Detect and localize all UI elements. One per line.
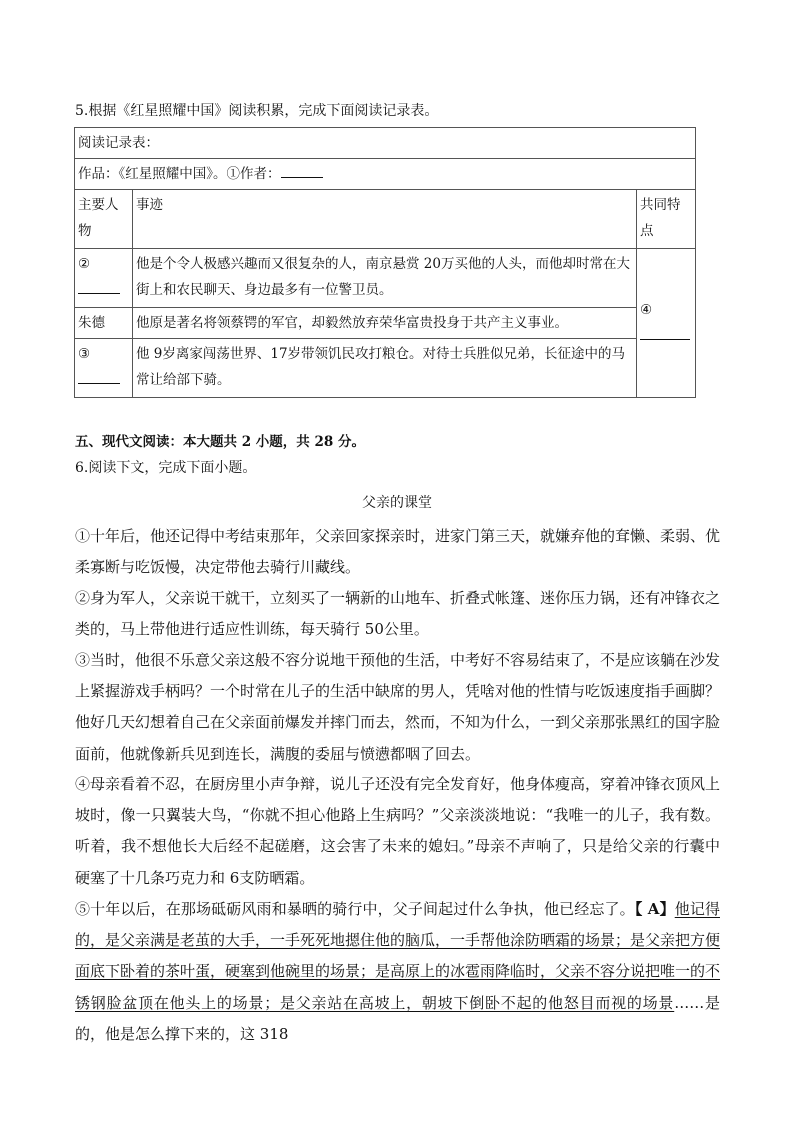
- common-label: ④: [640, 302, 653, 318]
- person-cell: [75, 339, 133, 398]
- table-row: [75, 249, 696, 308]
- col-person-header: 主要人物: [75, 190, 133, 249]
- deeds-cell: 他是个令人极感兴趣而又很复杂的人，南京悬赏 20万买他的人头，而他却时常在大街上和农民聊天、身边最多有一位警卫员。: [133, 249, 637, 308]
- paragraph-1: ①十年后，他还记得中考结束那年，父亲回家探亲时，进家门第三天，就嫌弃他的耷懒、柔弱、优柔寡断与吃饭慢，决定带他去骑行川藏线。: [75, 527, 721, 577]
- col-common-header: 共同特点: [637, 190, 696, 249]
- person-blank: [78, 369, 120, 384]
- author-blank: [281, 163, 323, 178]
- question-6-prompt: 6.阅读下文，完成下面小题。: [75, 460, 257, 476]
- section-5-heading: 五、现代文阅读：本大题共 2 小题，共 28 分。: [75, 434, 365, 450]
- col-deeds-header: 事迹: [133, 190, 637, 249]
- person-cell: 朱德: [75, 308, 133, 339]
- deeds-cell: 他 9岁离家闯荡世界、17岁带领饥民攻打粮仓。对待士兵胜似兄弟，长征途中的马常让给部下骑。: [133, 339, 637, 398]
- table-row: [75, 339, 696, 398]
- table-header: 阅读记录表：: [75, 128, 696, 159]
- table-work-line: [75, 159, 696, 190]
- deeds-cell: 他原是著名将领蔡锷的军官，却毅然放弃荣华富贵投身于共产主义事业。: [133, 308, 637, 339]
- passage-title: 父亲的课堂: [362, 495, 432, 511]
- paragraph-2: ②身为军人，父亲说干就干，立刻买了一辆新的山地车、折叠式帐篷、迷你压力锅，还有冲锋衣之类的，马上带他进行适应性训练，每天骑行 50公里。: [75, 589, 721, 639]
- table-row: [75, 308, 696, 339]
- paragraph-3: ③当时，他很不乐意父亲这般不容分说地干预他的生活，中考好不容易结束了，不是应该躺在沙发上紧握游戏手柄吗？一个时常在儿子的生活中缺席的男人，凭啥对他的性情与吃饭速度指手画脚？他好几天幻想着自己在父亲面前爆发并摔门而去，然而，不知为什么，一到父亲那张黑红的国字脸面前，他就像新兵见到连长，满腹的委屈与愤懑都咽了回去。: [75, 651, 721, 763]
- p5-mark: 【 A】: [634, 900, 675, 918]
- paragraph-5: [75, 894, 720, 1050]
- person-cell: [75, 249, 133, 308]
- work-line-text: 作品：《红星照耀中国》。①作者：: [78, 166, 281, 182]
- p5-start: ⑤十年以后，在那场砥砺风雨和暴晒的骑行中，父子间起过什么争执，他已经忘了。: [75, 900, 635, 918]
- p5-underlined: 他记得的，是父亲满是老茧的大手，一手死死地摁住他的脑瓜，一手帮他涂防晒霜的场景；是父亲把方便面底下卧着的茶叶蛋，硬塞到他碗里的场景；是高原上的冰雹雨降临时，父亲不容分说把唯一的不锈钢脸盆顶在他头上的场景；是父亲站在高坡上，朝坡下倒卧不起的他怒目而视的场景: [75, 900, 721, 1012]
- question-5-prompt: 5.根据《红星照耀中国》阅读积累，完成下面阅读记录表。: [75, 103, 439, 119]
- person-label: ③: [78, 346, 91, 362]
- reading-record-table: [74, 127, 696, 398]
- common-cell: [637, 249, 696, 398]
- person-blank: [78, 279, 120, 294]
- person-label: ②: [78, 256, 91, 272]
- p5-end: ……是的，他是怎么撑下来的，这 318: [75, 993, 720, 1043]
- common-blank: [640, 325, 690, 340]
- paragraph-4: ④母亲看着不忍，在厨房里小声争辩，说儿子还没有完全发育好，他身体瘦高，穿着冲锋衣顶风上坡时，像一只翼装大鸟，“你就不担心他路上生病吗？”父亲淡淡地说：“我唯一的儿子，我有数。听着，我不想他长大后经不起磋磨，这会害了未来的媳妇。”母亲不声响了，只是给父亲的行囊中硬塞了十几条巧克力和 6支防晒霜。: [75, 775, 721, 887]
